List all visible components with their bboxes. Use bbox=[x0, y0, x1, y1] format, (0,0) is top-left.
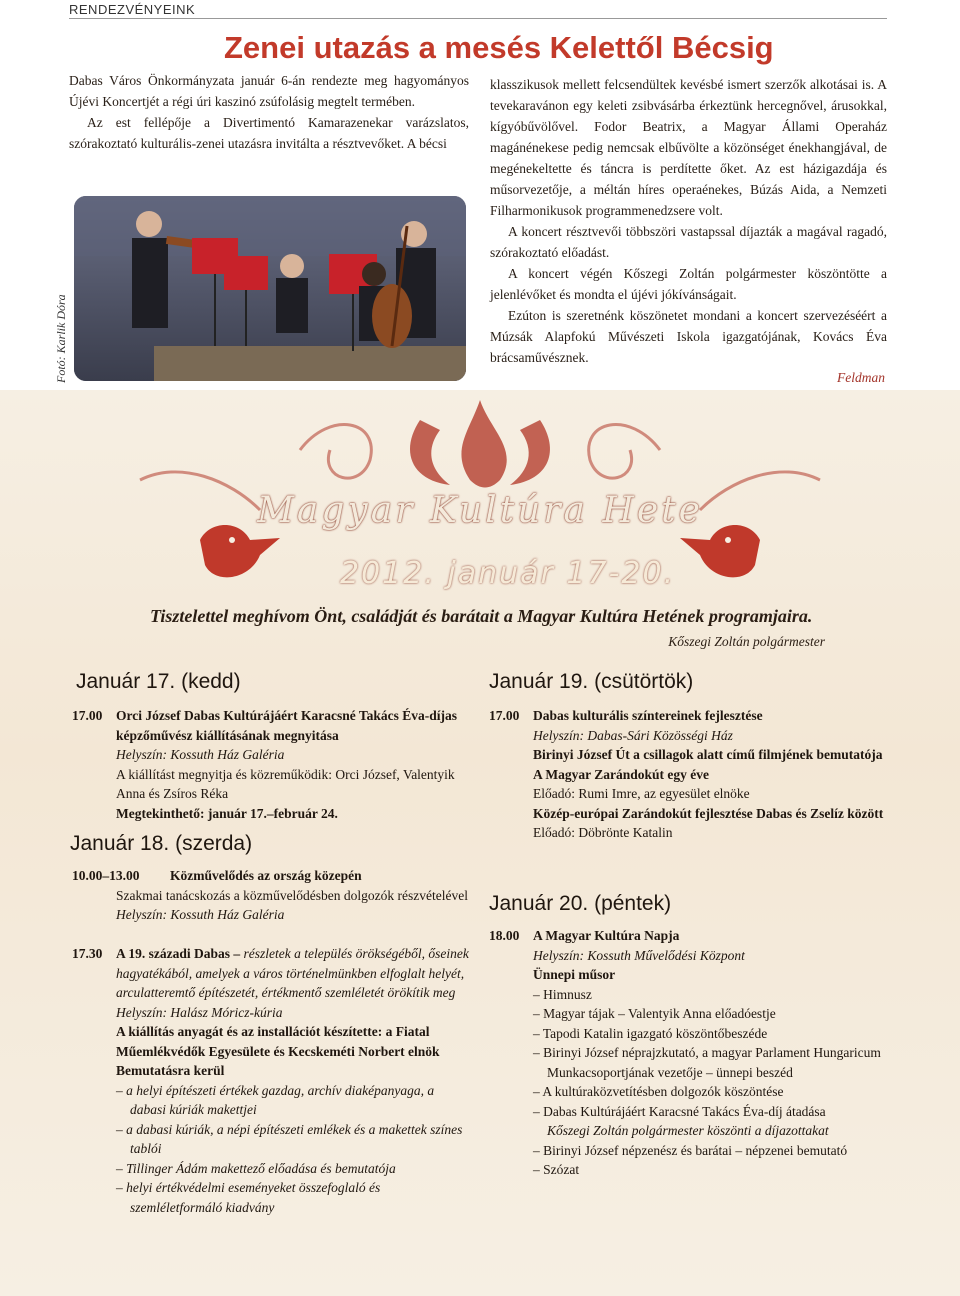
event-description: Szakmai tanácskozás a közművelődésben dolgozók részvételével bbox=[116, 887, 468, 903]
culture-week-title: Magyar Kultúra Hete bbox=[257, 490, 703, 531]
top-rule bbox=[69, 18, 887, 19]
event-time: 18.00 bbox=[489, 928, 520, 943]
event-title: Orci József Dabas Kultúrájáért Karacsné Takács Éva-díjas képzőművész kiállításának megnyitása bbox=[116, 708, 457, 743]
program-item: – Tapodi Katalin igazgató köszöntőbeszéde bbox=[533, 1025, 768, 1041]
program-item: – Dabas Kultúrájáért Karacsné Takács Éva-díj átadása bbox=[533, 1103, 826, 1119]
program-item: – Himnusz bbox=[533, 986, 592, 1002]
article-paragraph: Az est fellépője a Divertimentó Kamarazenekar varázslatos, szórakoztató kulturális-zenei utazásra invitálta a résztvevőket. A bécsi bbox=[69, 115, 469, 151]
presented-heading: Bemutatásra kerül bbox=[116, 1063, 225, 1078]
mayor-signature: Kőszegi Zoltán polgármester bbox=[668, 634, 825, 649]
section-label: RENDEZVÉNYEINK bbox=[69, 2, 196, 17]
event-venue: Helyszín: Kossuth Ház Galéria bbox=[116, 907, 285, 922]
day-heading-jan19: Január 19. (csütörtök) bbox=[489, 670, 694, 693]
invitation-text: Tisztelettel meghívom Önt, családját és barátait a Magyar Kultúra Hetének programjaira. bbox=[150, 606, 813, 626]
day-heading-jan18: Január 18. (szerda) bbox=[70, 832, 253, 855]
article-paragraph: klasszikusok mellett felcsendültek kevésbé ismert szerzők alkotásai is. A tevekaravánon egy keleti zsibvásárba érkeztünk hercegnővel, árusokkal, kígyóbűvölővel. Fodor Beatrix, a Magyar Állami Operaház magánénekese pedig nemcsak elbűvölte a közönséget énekhangjával, de megénekeltette és táncra is perdítette őket. Az est házigazdája és műsorvezetője, a méltán híres operaénekes, Búzás Aida, a Nemzeti Filharmonikusok programmenedzsere volt. bbox=[490, 77, 887, 218]
program-item: – Szózat bbox=[533, 1162, 580, 1177]
presented-item: – Tillinger Ádám makettező előadása és bemutatója bbox=[116, 1160, 396, 1176]
presented-item: – helyi értékvédelmi eseményeket összefoglaló és szemléletformáló kiadvány bbox=[116, 1180, 381, 1215]
event-venue: Helyszín: Kossuth Művelődési Központ bbox=[533, 947, 745, 963]
article-right-column bbox=[490, 74, 887, 368]
event-time: 17.00 bbox=[489, 708, 520, 723]
article-left-column bbox=[69, 70, 469, 154]
event-title: Közművelődés az ország közepén bbox=[170, 868, 362, 883]
event-venue: Helyszín: Halász Móricz-kúria bbox=[116, 1004, 283, 1020]
string-quartet-photo bbox=[74, 196, 466, 381]
event-time: 17.30 bbox=[72, 946, 103, 961]
award-note: Kőszegi Zoltán polgármester köszönti a díjazottakat bbox=[547, 1123, 829, 1138]
event-viewing-period: Megtekinthető: január 17.–február 24. bbox=[116, 805, 338, 821]
pilgrimage-talk: A Magyar Zarándokút egy éve bbox=[533, 766, 709, 782]
event-venue: Helyszín: Dabas-Sári Közösségi Ház bbox=[533, 727, 733, 743]
event-time: 10.00–13.00 bbox=[72, 868, 140, 883]
article-paragraph: Dabas Város Önkormányzata január 6-án rendezte meg hagyományos Újévi Koncertjét a régi úri kaszinó zsúfolásig megtelt termében. bbox=[69, 73, 469, 109]
event-jan20 bbox=[489, 926, 889, 1180]
program-item: – Birinyi József néprajzkutató, a magyar Parlament Hungaricum Munkacsoportjának vezetője – ünnepi beszéd bbox=[533, 1045, 881, 1080]
presented-item: – a helyi építészeti értékek gazdag, archív diaképanyaga, a dabasi kúriák makettjei bbox=[116, 1082, 435, 1117]
central-europe-speaker: Előadó: Döbrönte Katalin bbox=[533, 825, 673, 840]
event-title: A 19. századi Dabas – bbox=[116, 946, 241, 961]
pilgrimage-speaker: Előadó: Rumi Imre, az egyesület elnöke bbox=[533, 786, 750, 801]
article-paragraph: A koncert résztvevői többszöri vastapssal díjazták a magával ragadó, szórakoztató előadást. bbox=[490, 224, 887, 260]
program-item: – A kultúraközvetítésben dolgozók köszöntése bbox=[533, 1084, 784, 1099]
event-description: A kiállítást megnyitja és közreműködik: Orci József, Valentyik Anna és Zsíros Réka bbox=[116, 766, 455, 801]
culture-week-date: 2012. január 17-20. bbox=[340, 556, 676, 591]
article-paragraph: Ezúton is szeretnénk köszönetet mondani a koncert szervezéséért a Múzsák Alapfokú Művészeti Iskola igazgatójának, Kovács Éva brácsaművésznek. bbox=[490, 308, 887, 365]
central-europe-talk: Közép-európai Zarándokút fejlesztése Dabas és Zselíz között bbox=[533, 805, 884, 821]
event-title: Dabas kulturális színtereinek fejlesztése bbox=[533, 708, 763, 723]
program-heading: Ünnepi műsor bbox=[533, 967, 616, 982]
event-time: 17.00 bbox=[72, 708, 103, 723]
article-paragraph: A koncert végén Kőszegi Zoltán polgármester köszöntötte a jelenlévőket és mondta el újévi jókívánságait. bbox=[490, 266, 887, 302]
presented-item: – a dabasi kúriák, a népi építészeti emlékek és a makettek színes tablói bbox=[116, 1121, 463, 1156]
event-jan17 bbox=[72, 706, 472, 823]
program-item: – Magyar tájak – Valentyik Anna előadóestje bbox=[533, 1006, 776, 1021]
event-venue: Helyszín: Kossuth Ház Galéria bbox=[116, 747, 285, 762]
film-screening: Birinyi József Út a csillagok alatt című filmjének bemutatója bbox=[533, 747, 883, 762]
program-item: – Birinyi József népzenész és barátai – népzenei bemutató bbox=[533, 1142, 848, 1158]
event-jan18-evening bbox=[72, 944, 472, 1217]
article-headline: Zenei utazás a mesés Kelettől Bécsig bbox=[224, 30, 774, 65]
photo-credit: Fotó: Karlik Dóra bbox=[54, 294, 68, 383]
concert-photo bbox=[74, 196, 466, 381]
event-jan19 bbox=[489, 706, 889, 843]
exhibition-credit: A kiállítás anyagát és az installációt készítette: a Fiatal Műemlékvédők Egyesülete és Kecskeméti Norbert elnök bbox=[116, 1024, 440, 1059]
day-heading-jan20: Január 20. (péntek) bbox=[489, 892, 672, 915]
event-jan18-morning bbox=[72, 866, 472, 925]
author-signature: Feldman bbox=[837, 370, 885, 385]
event-title: A Magyar Kultúra Napja bbox=[533, 928, 680, 943]
day-heading-jan17: Január 17. (kedd) bbox=[76, 670, 241, 693]
event-subtitle: részletek a település örökségéből, őseinek hagyatékából, amelyek a város történelmünkben elfoglalt helyét, arculatteremtő építészetét, értékmentő szemléletét örökítik meg bbox=[116, 946, 469, 1000]
